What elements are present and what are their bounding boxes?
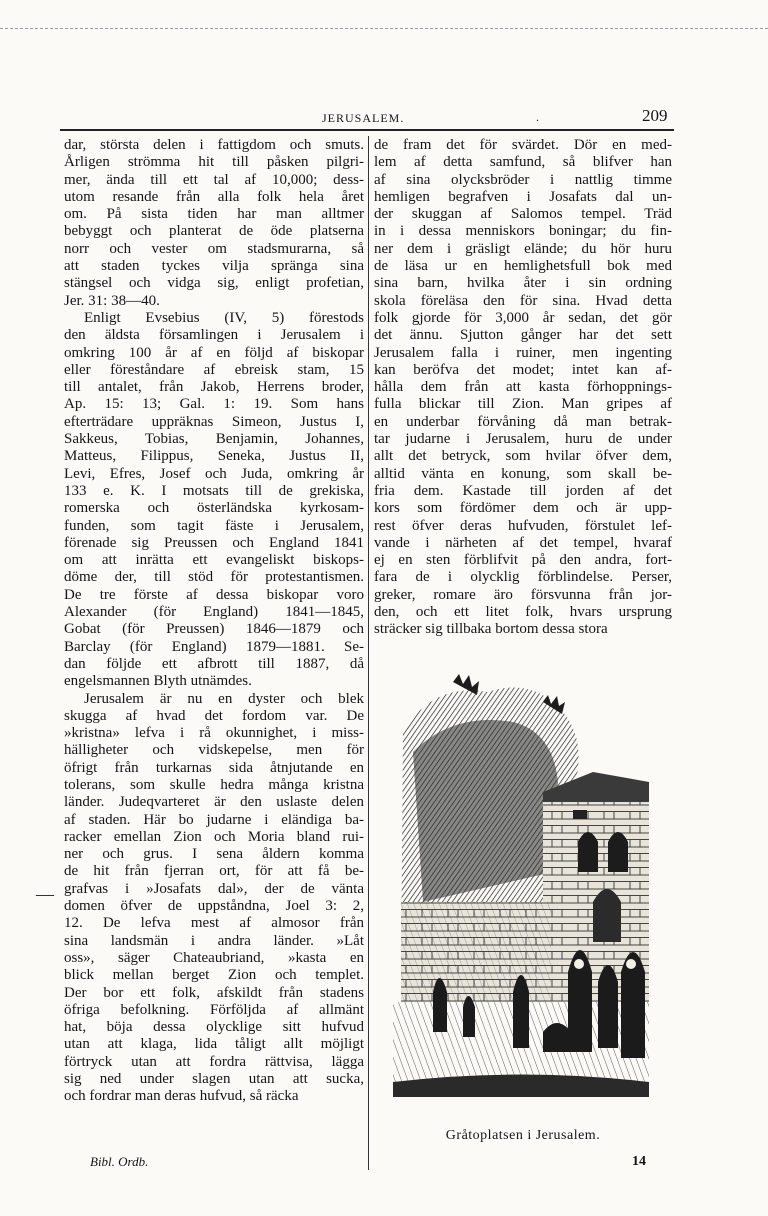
text-line: de fram det för svärdet. Dör en med-: [374, 137, 672, 153]
text-line: Matteus, Filippus, Seneka, Justus II,: [64, 448, 364, 465]
text-line: Gobat (för Preussen) 1846—1879 och: [64, 621, 364, 638]
text-line: ner dem i gräsligt elände; du hör huru: [374, 240, 672, 257]
text-line: tar judarne i Jerusalem, huru de under: [374, 431, 672, 448]
text-line: Jer. 31: 38—40.: [64, 292, 160, 309]
text-line: sina barn, hvilka åter i sin ordning: [374, 275, 672, 292]
text-line: domen öfver de uppståndna, Joel 3: 2,: [64, 898, 364, 915]
top-scan-rule: [0, 28, 768, 29]
text-line: lem af detta samfund, så blifver han: [374, 154, 672, 171]
header-rule: [60, 129, 674, 131]
text-line: allt det betryck, som hvilar öfver dem,: [374, 448, 672, 465]
text-line: om. På sista tiden har man alltmer: [64, 206, 364, 223]
text-line: Årligen strömma hit till påsken pilgri-: [64, 154, 364, 171]
text-line: länder. Judeqvarteret är den uslaste delen: [64, 794, 364, 811]
signature-mark: 14: [632, 1154, 646, 1169]
text-line: bebyggt och planterat de öde platserna: [64, 223, 364, 240]
text-line: skugga af hvad det fordom var. De: [64, 707, 364, 724]
text-line: rest öfver deras hufvuden, förstulet lef-: [374, 517, 672, 534]
text-line: om att inrätta ett evangeliskt biskops-: [64, 552, 364, 569]
right-text-column: [374, 137, 672, 639]
text-line: 12. De lefva mest af almosor från: [64, 915, 364, 932]
text-line: De tre förste af dessa biskopar voro: [64, 586, 364, 603]
text-line: eller föreståndare af ebreisk stam, 15: [64, 361, 364, 378]
margin-mark: —: [36, 884, 54, 904]
text-line: engelsmannen Blyth utnämdes.: [64, 673, 252, 690]
footer-source: Bibl. Ordb.: [90, 1154, 149, 1169]
text-line: utan att klaga, lida tåligt allt möjligt: [64, 1036, 364, 1053]
text-line: förenade sig Preussen och England 1841: [64, 534, 364, 551]
text-line: skola föreläsa den för sina. Hvad detta: [374, 292, 672, 309]
text-line: efterträdare uppräknas Simeon, Justus I,: [64, 413, 364, 430]
text-line: mer, ända till ett tal af 10,000; dess-: [64, 171, 364, 188]
text-line: grafvas i »Josafats dal», der de vänta: [64, 880, 364, 897]
left-text-column: [64, 137, 364, 1106]
text-line: blick mellan berget Zion och templet.: [64, 967, 364, 984]
text-line: romerska och österländska kyrkosam-: [64, 500, 364, 517]
text-line: Ap. 15: 13; Gal. 1: 19. Som hans: [64, 396, 364, 413]
text-line: fria dem. Kastade till jorden af det: [374, 482, 672, 499]
text-line: stängsel och vidga sig, enligt profetian,: [64, 275, 364, 292]
text-line: döme der, till stöd för protestantismen.: [64, 569, 364, 586]
text-line: funden, som tagit fäste i Jerusalem,: [64, 517, 364, 534]
text-line: den äldsta församlingen i Jerusalem i: [64, 327, 364, 344]
text-line: tolerans, som skulle hedra många kristna: [64, 776, 364, 793]
text-line: vande i närheten af det tempel, hvaraf: [374, 534, 672, 551]
text-line: greker, romare äro försvunna från jor-: [374, 586, 672, 603]
text-line: utom resande från alla folk hela året: [64, 188, 364, 205]
text-line: af sina olycksbröder i nattlig timme: [374, 171, 672, 188]
text-line: att staden tyckes vilja spränga sina: [64, 258, 364, 275]
column-divider: [368, 136, 369, 1170]
text-line: förtryck utan att fordra rättvisa, lägga: [64, 1053, 364, 1070]
illustration-caption: Gråtoplatsen i Jerusalem.: [445, 1128, 601, 1143]
text-line: hemligen begrafven i Josafats dal un-: [374, 188, 672, 205]
text-line: Barclay (för England) 1879—1881. Se-: [64, 638, 364, 655]
text-line: öfriga befolkning. Förföljda af allmänt: [64, 1001, 364, 1018]
text-line: sträcker sig tillbaka bortom dessa stora: [374, 621, 608, 638]
text-line: Alexander (för England) 1841—1845,: [64, 604, 364, 621]
running-head: JERUSALEM.: [322, 111, 405, 125]
text-line: folk gjorde för 3,000 år sedan, det gör: [374, 309, 672, 326]
text-line: der skuggan af Salomos tempel. Träd: [374, 206, 672, 223]
text-line: kors som fördömer dem och är upp-: [374, 500, 672, 517]
text-line: af staden. Här bo judarne i eländiga ba-: [64, 811, 364, 828]
text-line: sig ned under slagen utan att sucka,: [64, 1071, 364, 1088]
text-line: oss», säger Chateaubriand, »kasta en: [64, 949, 364, 966]
text-line: norr och vester om stadsmurarna, så: [64, 240, 364, 257]
text-line: Levi, Efres, Josef och Juda, omkring år: [64, 465, 364, 482]
text-line: ej en sten förblifvit på den andra, fort-: [374, 552, 672, 569]
text-line: ner och grus. I sena åldern komma: [64, 846, 364, 863]
text-line: sina landsmän i andra länder. »Låt: [64, 932, 364, 949]
text-line: de läsa ur en hemlighetsfull bok med: [374, 258, 672, 275]
text-line: dar, största delen i fattigdom och smuts.: [64, 137, 364, 153]
text-line: dan följde ett afbrott till 1887, då: [64, 655, 364, 672]
text-line: hälligheter och vidskepelse, men för: [64, 742, 364, 759]
text-line: Sakkeus, Tobias, Benjamin, Johannes,: [64, 431, 364, 448]
text-line: en underbar förvåning då man betrak-: [374, 413, 672, 430]
text-line: omkring 100 år af en följd af biskopar: [64, 344, 364, 361]
text-line: den, och ett litet folk, hvars ursprung: [374, 604, 672, 621]
text-line: racker emellan Zion och Moria bland rui-: [64, 828, 364, 845]
running-head-dot: .: [536, 110, 539, 124]
text-line: fara de i olycklig förblindelse. Perser,: [374, 569, 672, 586]
text-line: Jerusalem falla i ruiner, men ingenting: [374, 344, 672, 361]
text-line: in i dessa menniskors boningar; du fin-: [374, 223, 672, 240]
text-line: det ännu. Sjutton gånger har det sett: [374, 327, 672, 344]
text-line: Enligt Evsebius (IV, 5) förestods: [84, 309, 364, 326]
text-line: Der bor ett folk, afskildt från stadens: [64, 984, 364, 1001]
text-line: öfrigt från turkarnas sida åtnjutande en: [64, 759, 364, 776]
text-line: 133 e. K. I motsats till de grekiska,: [64, 482, 364, 499]
text-line: hålla dem från att kasta förhoppnings-: [374, 379, 672, 396]
wailing-wall-engraving: [393, 672, 649, 1112]
text-line: alltid vänta en konung, som skall be-: [374, 465, 672, 482]
text-line: och fordrar man deras hufvud, så räcka: [64, 1088, 299, 1105]
text-line: de hit från fjerran ort, för att få be-: [64, 863, 364, 880]
text-line: Jerusalem är nu en dyster och blek: [84, 690, 364, 707]
text-line: fulla blickar till Zion. Man gripes af: [374, 396, 672, 413]
text-line: hat, böja dessa olycklige sitt hufvud: [64, 1019, 364, 1036]
text-line: kan beröfva det modet; intet kan af-: [374, 361, 672, 378]
text-line: till antalet, från Jakob, Herrens broder,: [64, 379, 364, 396]
text-line: »kristna» lefva i rå okunnighet, i miss-: [64, 725, 364, 742]
page-number: 209: [642, 106, 668, 125]
